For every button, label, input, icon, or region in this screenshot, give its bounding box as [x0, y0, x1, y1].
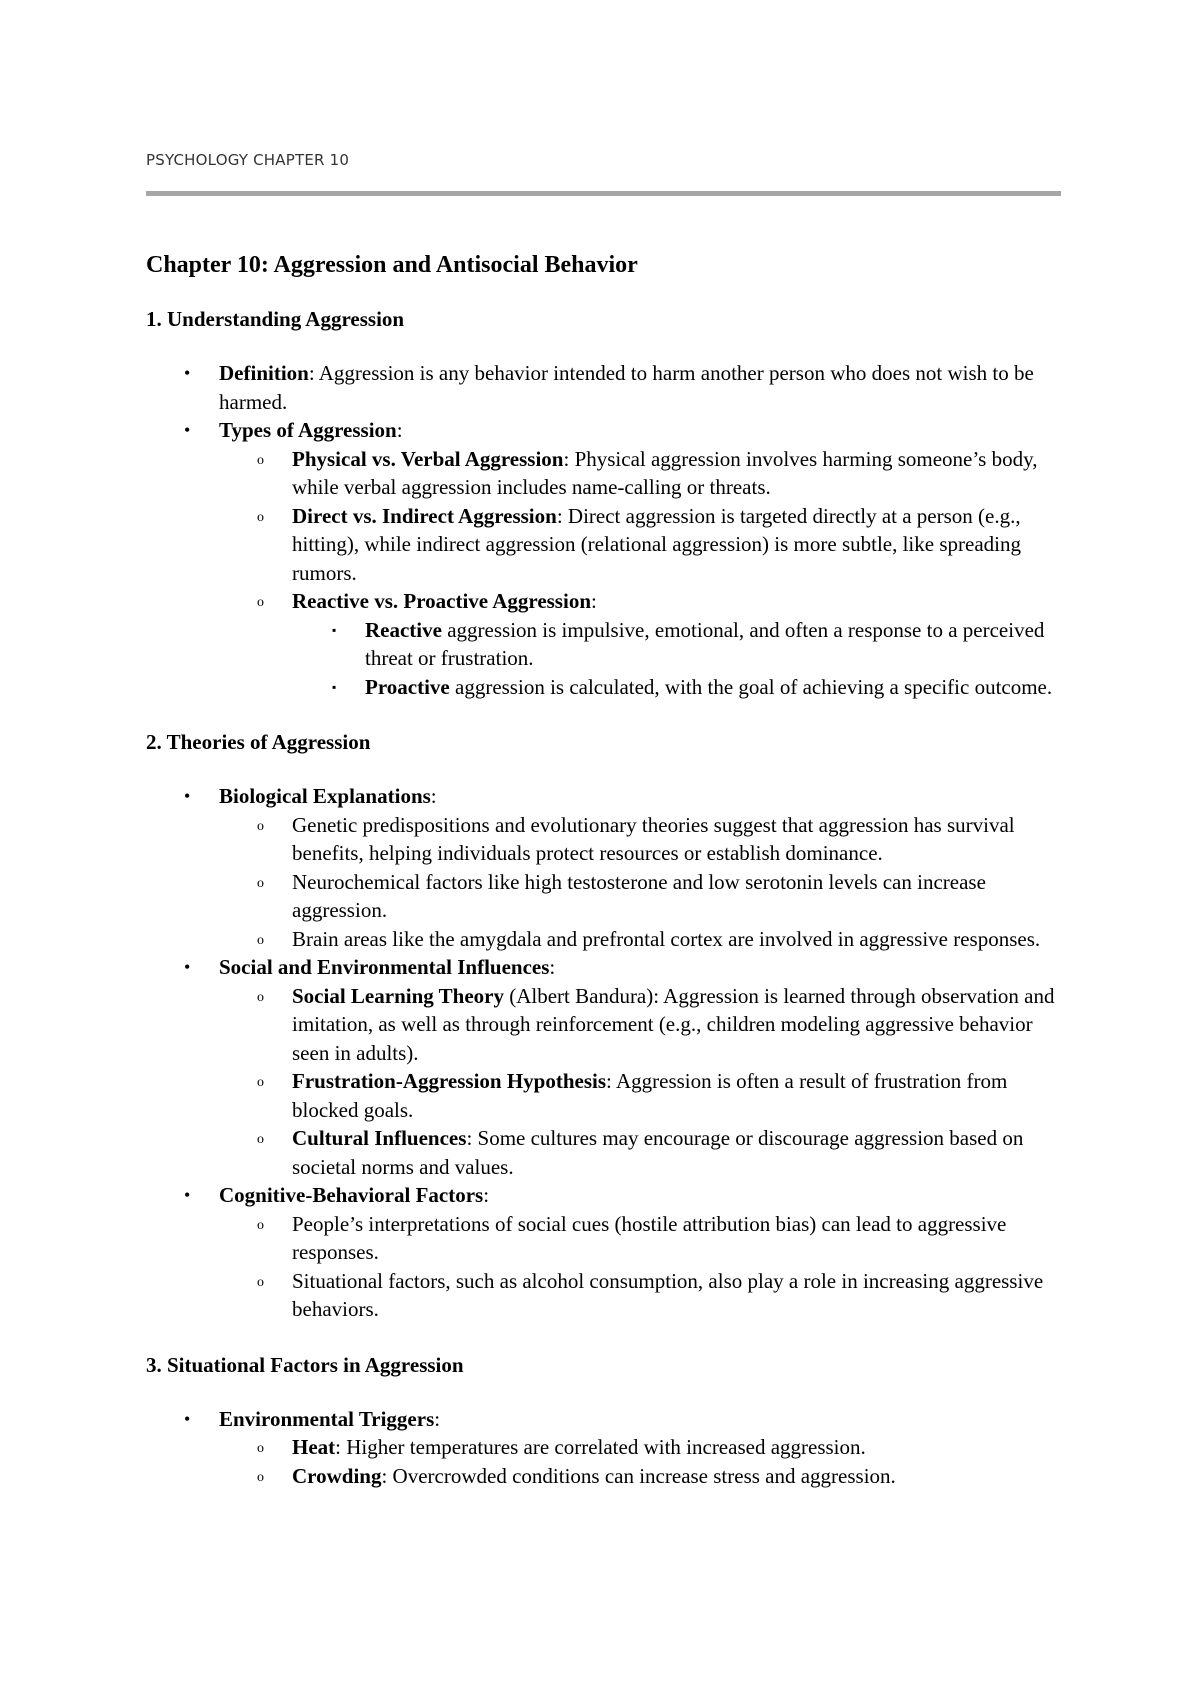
term: Physical vs. Verbal Aggression — [292, 446, 564, 471]
bullet-list — [146, 1405, 1071, 1491]
square-bullet-icon: ▪ — [332, 622, 337, 637]
item-text: aggression is impulsive, emotional, and often a response to a perceived threat or frustration. — [365, 617, 1045, 670]
list-item — [219, 1210, 1071, 1267]
bullet-icon: • — [184, 1185, 191, 1205]
circle-bullet-icon: o — [257, 509, 264, 525]
circle-bullet-icon: o — [257, 875, 264, 891]
list-item — [219, 1067, 1071, 1124]
item-text: Neurochemical factors like high testosterone and low serotonin levels can increase aggression. — [292, 869, 986, 922]
bullet-icon: • — [184, 957, 191, 977]
list-item — [146, 953, 1071, 1181]
item-text: : Direct aggression is targeted directly at a person (e.g., hitting), while indirect aggression (relational aggression) is more subtle, like spreading rumors. — [292, 503, 1021, 585]
item-text: : — [396, 418, 403, 442]
bullet-icon: • — [184, 420, 191, 440]
circle-bullet-icon: o — [257, 595, 264, 610]
list-item — [219, 502, 1071, 588]
sub-list — [219, 982, 1071, 1182]
section-heading: 1. Understanding Aggression — [146, 307, 405, 331]
item-text: : Physical aggression involves harming someone’s body, while verbal aggression includes name-calling or threats. — [292, 446, 1038, 499]
section-heading: 3. Situational Factors in Aggression — [146, 1352, 464, 1377]
square-bullet-icon: ▪ — [332, 679, 337, 694]
circle-bullet-icon: o — [257, 1441, 264, 1456]
list-item — [219, 587, 1071, 701]
sub-sub-list — [292, 616, 1071, 702]
item-text: : — [430, 784, 437, 808]
list-item — [219, 1124, 1071, 1181]
bullet-icon: • — [184, 363, 191, 383]
list-item — [219, 1433, 1071, 1462]
item-text: Situational factors, such as alcohol consumption, also play a role in increasing aggressive behaviors. — [292, 1268, 1044, 1321]
item-text: : — [434, 1406, 441, 1431]
list-item — [219, 811, 1071, 868]
sub-list — [219, 445, 1071, 702]
item-text: aggression is calculated, with the goal of achieving a specific outcome. — [449, 674, 1053, 699]
term: Reactive — [365, 617, 442, 642]
circle-bullet-icon: o — [257, 1132, 264, 1147]
list-item — [219, 445, 1071, 502]
term: Definition — [219, 361, 309, 385]
circle-bullet-icon: o — [257, 1274, 264, 1290]
item-text: : Overcrowded conditions can increase stress and aggression. — [381, 1463, 896, 1488]
document-body — [146, 248, 1071, 1490]
term: Social and Environmental Influences — [219, 955, 550, 979]
item-text: : — [549, 955, 556, 979]
circle-bullet-icon: o — [257, 452, 264, 468]
term: Heat — [292, 1435, 336, 1459]
circle-bullet-icon: o — [257, 818, 264, 834]
term: Frustration-Aggression Hypothesis — [292, 1069, 607, 1093]
list-item — [146, 782, 1071, 953]
list-item — [146, 1405, 1071, 1491]
list-item — [146, 416, 1071, 701]
term: Crowding — [292, 1463, 382, 1488]
term: Reactive vs. Proactive Aggression — [292, 589, 591, 613]
list-item — [219, 982, 1071, 1068]
term: Direct vs. Indirect Aggression — [292, 503, 557, 528]
item-text: : — [483, 1183, 490, 1207]
term: Cultural Influences — [292, 1126, 467, 1150]
section-heading: 2. Theories of Aggression — [146, 730, 371, 754]
list-item — [292, 616, 1071, 673]
list-item — [219, 925, 1071, 954]
list-item — [146, 1181, 1071, 1324]
header-rule — [146, 191, 1061, 196]
circle-bullet-icon: o — [257, 1469, 264, 1485]
item-text: (Albert Bandura): Aggression is learned through observation and imitation, as well as through reinforcement (e.g., children modeling aggressive behavior seen in adults). — [292, 983, 1055, 1065]
running-header: PSYCHOLOGY CHAPTER 10 — [146, 151, 350, 169]
bullet-list — [146, 359, 1071, 701]
bullet-list — [146, 782, 1071, 1324]
bullet-icon: • — [184, 1408, 191, 1429]
chapter-title: Chapter 10: Aggression and Antisocial Behavior — [146, 252, 638, 278]
sub-list — [219, 1433, 1071, 1490]
list-item — [219, 868, 1071, 925]
term: Cognitive-Behavioral Factors — [219, 1183, 484, 1207]
list-item — [219, 1267, 1071, 1324]
item-text: : — [591, 589, 597, 613]
list-item — [219, 1462, 1071, 1491]
term: Biological Explanations — [219, 784, 431, 808]
circle-bullet-icon: o — [257, 1217, 264, 1233]
item-text: : Higher temperatures are correlated with increased aggression. — [335, 1435, 866, 1459]
item-text: Brain areas like the amygdala and prefrontal cortex are involved in aggressive responses. — [292, 926, 1041, 951]
circle-bullet-icon: o — [257, 989, 264, 1005]
bullet-icon: • — [184, 786, 191, 806]
item-text: : Aggression is any behavior intended to harm another person who does not wish to be harmed. — [219, 361, 1034, 414]
item-text: : Aggression is often a result of frustration from blocked goals. — [292, 1069, 1008, 1122]
term: Proactive — [365, 674, 450, 699]
item-text: Genetic predispositions and evolutionary theories suggest that aggression has survival benefits, helping individuals protect resources or establish dominance. — [292, 812, 1015, 865]
circle-bullet-icon: o — [257, 1075, 264, 1090]
sub-list — [219, 811, 1071, 954]
term: Environmental Triggers — [219, 1406, 435, 1431]
circle-bullet-icon: o — [257, 932, 264, 948]
term: Types of Aggression — [219, 418, 397, 442]
list-item — [146, 359, 1071, 416]
sub-list — [219, 1210, 1071, 1324]
item-text: : Some cultures may encourage or discourage aggression based on societal norms and values. — [292, 1126, 1024, 1179]
list-item — [292, 673, 1071, 702]
item-text: People’s interpretations of social cues (hostile attribution bias) can lead to aggressive responses. — [292, 1211, 1007, 1264]
term: Social Learning Theory — [292, 983, 504, 1008]
